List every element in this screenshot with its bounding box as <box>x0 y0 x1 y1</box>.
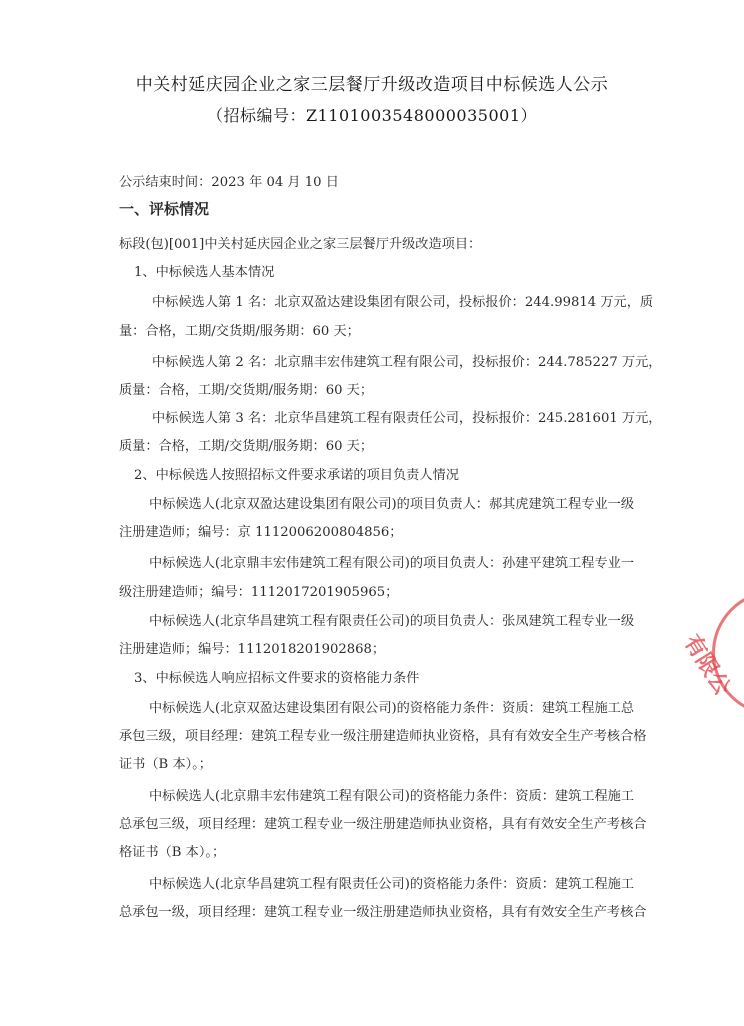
end-time: 公示结束时间：2023 年 04 月 10 日 <box>119 175 339 190</box>
manager-line: 注册建造师；编号：1112018201902868； <box>119 642 386 657</box>
manager-line: 中标候选人(北京鼎丰宏伟建筑工程有限公司)的项目负责人：孙建平建筑工程专业一 <box>149 556 635 571</box>
qualification-line: 中标候选人(北京华昌建筑工程有限责任公司)的资格能力条件：资质：建筑工程施工 <box>149 877 635 892</box>
qualification-line: 承包三级，项目经理：建筑工程专业一级注册建造师执业资格，具有有效安全生产考核合格 <box>119 729 647 744</box>
candidate-line: 中标候选人第 2 名：北京鼎丰宏伟建筑工程有限公司，投标报价：244.785227 万元， <box>152 355 662 370</box>
subheading-qualification: 3、中标候选人响应招标文件要求的资格能力条件 <box>134 671 420 686</box>
manager-line: 中标候选人(北京华昌建筑工程有限责任公司)的项目负责人：张凤建筑工程专业一级 <box>149 614 635 629</box>
section-heading-evaluation: 一、评标情况 <box>119 200 210 218</box>
qualification-line: 中标候选人(北京双盈达建设集团有限公司)的资格能力条件：资质：建筑工程施工总 <box>149 701 635 716</box>
qualification-line: 格证书（B 本）。； <box>119 845 226 860</box>
qualification-line: 中标候选人(北京鼎丰宏伟建筑工程有限公司)的资格能力条件：资质：建筑工程施工 <box>149 789 635 804</box>
manager-line: 注册建造师；编号：京 1112006200804856； <box>119 525 403 540</box>
qualification-line: 总承包三级，项目经理：建筑工程专业一级注册建造师执业资格，具有有效安全生产考核合 <box>119 817 647 832</box>
candidate-line: 中标候选人第 3 名：北京华昌建筑工程有限责任公司，投标报价：245.281601 万元， <box>152 411 662 426</box>
candidate-line: 质量：合格，工期/交货期/服务期：60 天； <box>119 439 374 454</box>
tender-number: （招标编号：Z1101003548000035001） <box>206 106 538 125</box>
lot-description: 标段(包)[001]中关村延庆园企业之家三层餐厅升级改造项目： <box>119 237 482 252</box>
manager-line: 中标候选人(北京双盈达建设集团有限公司)的项目负责人：郝其虎建筑工程专业一级 <box>149 497 635 512</box>
candidate-line: 量：合格，工期/交货期/服务期：60 天； <box>119 324 360 339</box>
candidate-line: 中标候选人第 1 名：北京双盈达建设集团有限公司，投标报价：244.99814 万元，质 <box>152 295 654 310</box>
subheading-project-manager: 2、中标候选人按照招标文件要求承诺的项目负责人情况 <box>134 468 459 483</box>
qualification-line: 总承包一级，项目经理：建筑工程专业一级注册建造师执业资格，具有有效安全生产考核合 <box>119 905 647 920</box>
candidate-line: 质量：合格，工期/交货期/服务期：60 天； <box>119 383 374 398</box>
seal-text: 有限公 <box>678 630 735 700</box>
document-title: 中关村延庆园企业之家三层餐厅升级改造项目中标候选人公示 <box>135 75 609 95</box>
qualification-line: 证书（B 本）。； <box>119 757 212 772</box>
subheading-basic-info: 1、中标候选人基本情况 <box>134 265 275 280</box>
manager-line: 级注册建造师；编号：1112017201905965； <box>119 585 399 600</box>
